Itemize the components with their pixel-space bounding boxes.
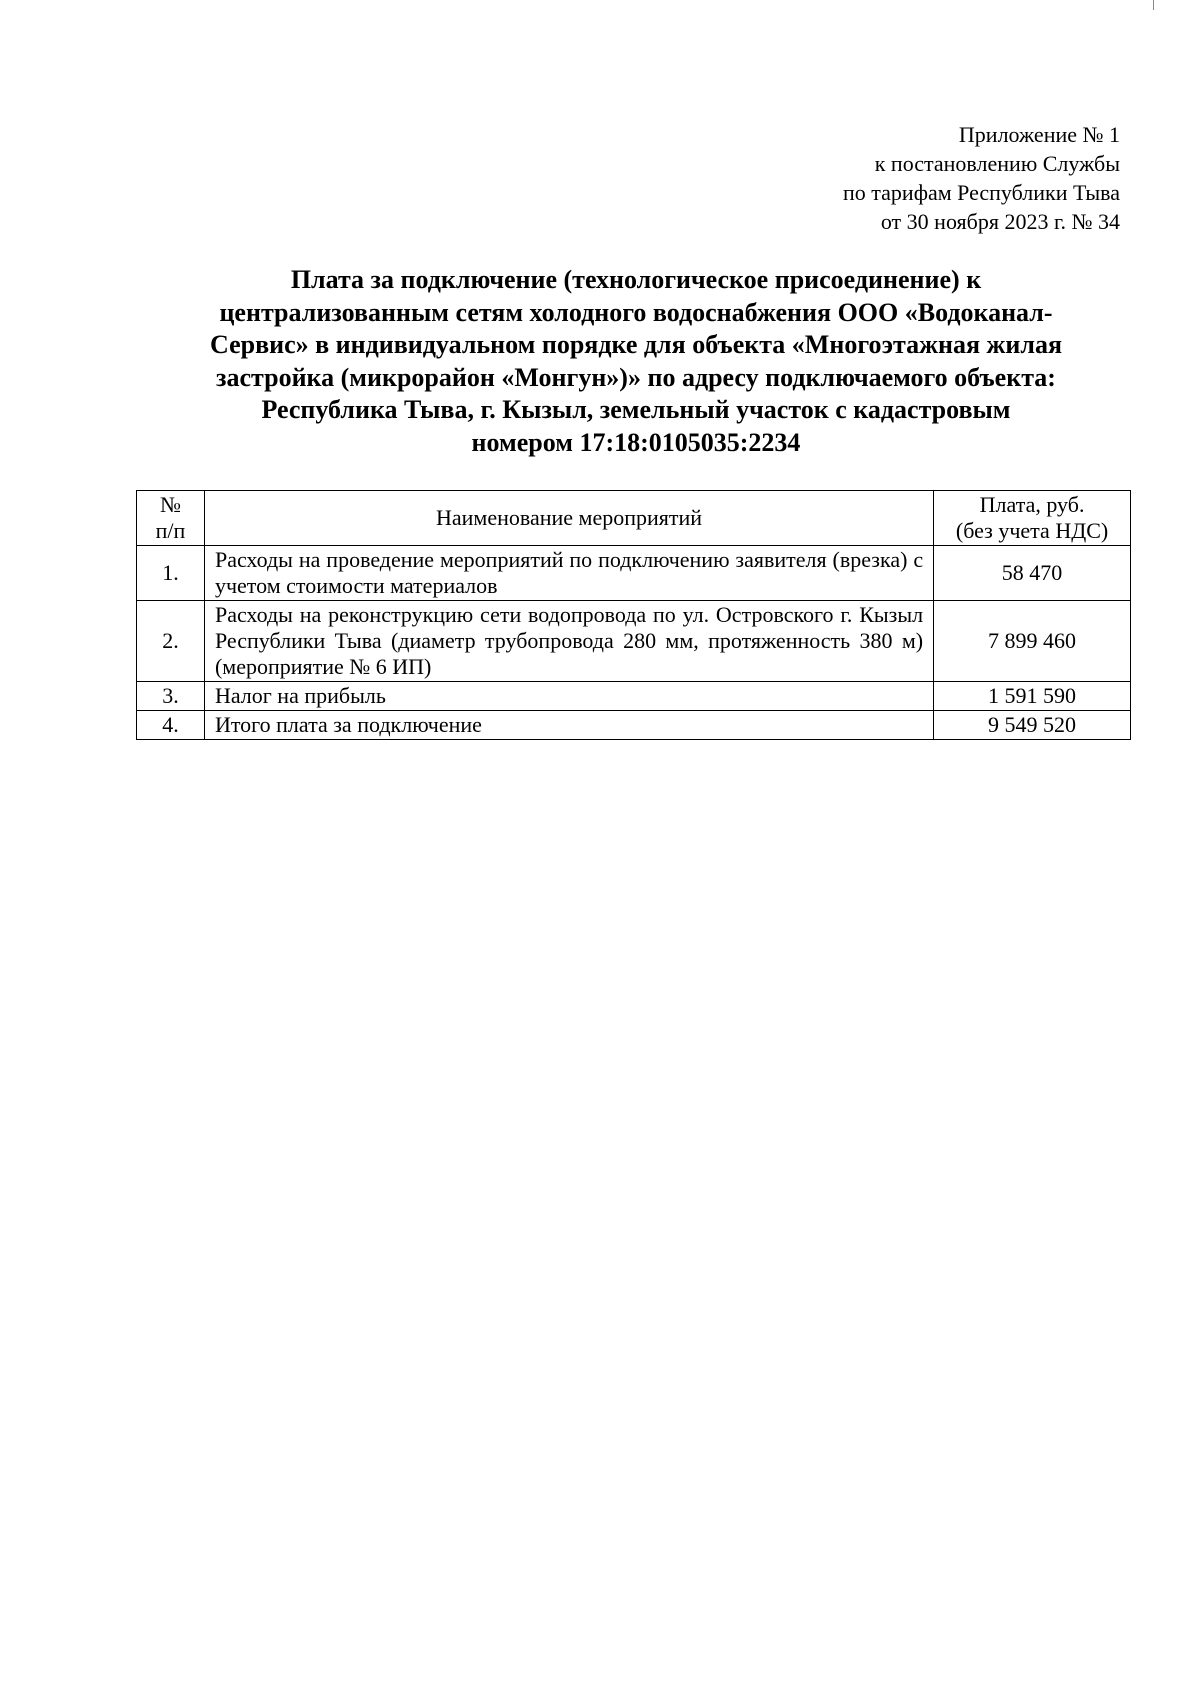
title-line: централизованным сетям холодного водоснабжения ООО «Водоканал-	[219, 297, 1053, 327]
appendix-number: Приложение № 1	[958, 122, 1120, 147]
title-line: Плата за подключение (технологическое присоединение) к	[290, 265, 982, 294]
scan-margin-mark	[1153, 0, 1154, 10]
row-fee: 7 899 460	[934, 601, 1131, 682]
document-title	[136, 264, 1136, 459]
table-row	[137, 711, 1131, 740]
row-number: 4.	[137, 711, 205, 740]
header-number	[137, 491, 205, 546]
row-activity: Расходы на проведение мероприятий по подключению заявителя (врезка) с учетом стоимости материалов	[204, 546, 933, 601]
table-row	[137, 682, 1131, 711]
row-fee: 58 470	[934, 546, 1131, 601]
title-line: Сервис» в индивидуальном порядке для объекта «Многоэтажная жилая	[209, 330, 1063, 359]
header-number-abbrev: п/п	[155, 518, 186, 543]
table-row	[137, 546, 1131, 601]
row-number: 2.	[137, 601, 205, 682]
appendix-date: от 30 ноября 2023 г. № 34	[880, 209, 1120, 234]
row-fee: 1 591 590	[934, 682, 1131, 711]
row-number: 1.	[137, 546, 205, 601]
row-activity: Расходы на реконструкцию сети водопровода по ул. Островского г. Кызыл Республики Тыва (диаметр трубопровода 280 мм, протяженность 380 м) (мероприятие № 6 ИП)	[204, 601, 933, 682]
row-activity: Итого плата за подключение	[204, 711, 933, 740]
table-header-row	[137, 491, 1131, 546]
row-fee: 9 549 520	[934, 711, 1131, 740]
header-number-symbol: №	[159, 492, 181, 517]
header-fee-note: (без учета НДС)	[955, 518, 1109, 543]
row-activity: Налог на прибыль	[204, 682, 933, 711]
connection-fee-table	[136, 490, 1131, 740]
header-activity-name: Наименование мероприятий	[204, 491, 933, 546]
appendix-resolution: к постановлению Службы	[874, 151, 1120, 176]
appendix-reference	[843, 120, 1120, 236]
title-line: номером 17:18:0105035:2234	[471, 427, 801, 457]
header-fee	[934, 491, 1131, 546]
title-line: Республика Тыва, г. Кызыл, земельный участок с кадастровым	[261, 395, 1011, 424]
row-number: 3.	[137, 682, 205, 711]
title-line: застройка (микрорайон «Монгун»)» по адресу подключаемого объекта:	[216, 362, 1056, 392]
appendix-authority: по тарифам Республики Тыва	[843, 180, 1120, 205]
table-row	[137, 601, 1131, 682]
header-fee-label: Плата, руб.	[979, 492, 1085, 517]
